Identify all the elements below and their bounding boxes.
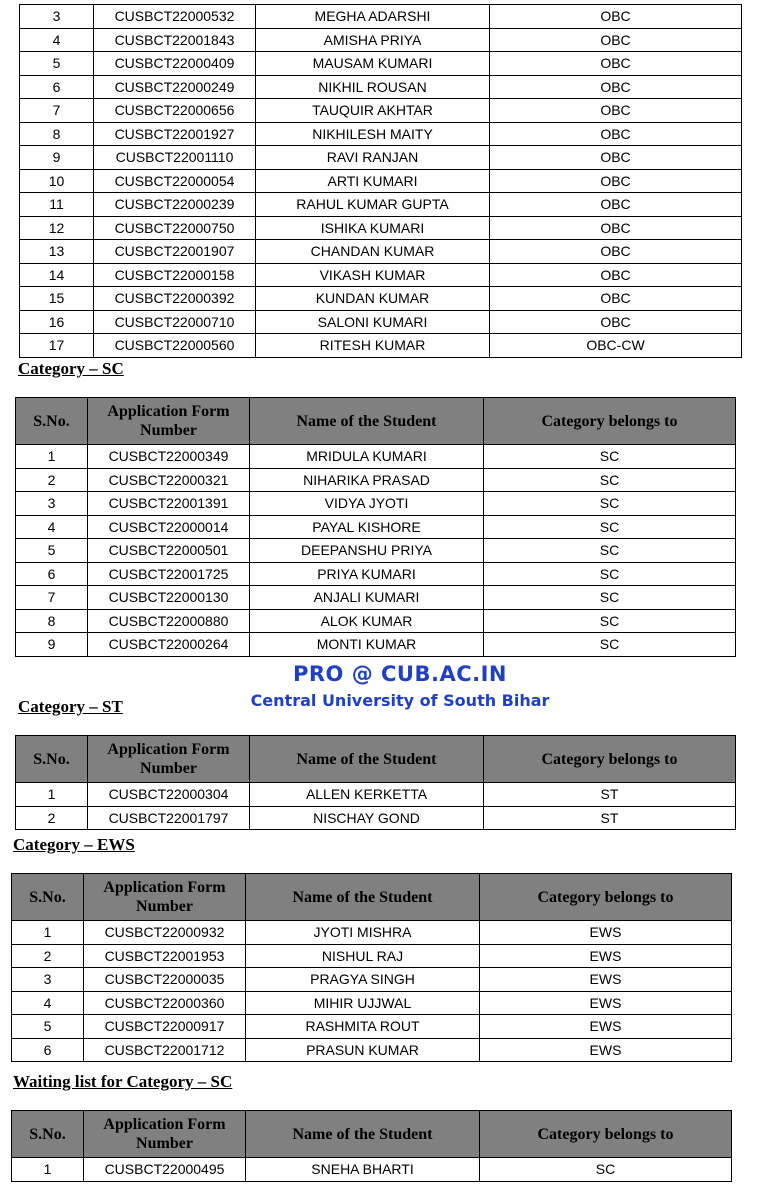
table-row — [20, 5, 742, 29]
sno-cell: 5 — [12, 1015, 84, 1039]
category-cell: OBC — [490, 28, 742, 52]
student-name-cell: SALONI KUMARI — [256, 310, 490, 334]
application-number-cell: CUSBCT22000932 — [84, 921, 246, 945]
sno-cell: 17 — [20, 334, 94, 358]
sno-cell: 9 — [20, 146, 94, 170]
student-name-cell: DEEPANSHU PRIYA — [250, 539, 484, 563]
category-cell: OBC — [490, 146, 742, 170]
table-row — [20, 169, 742, 193]
student-name-cell: MEGHA ADARSHI — [256, 5, 490, 29]
student-name-cell: ISHIKA KUMARI — [256, 216, 490, 240]
sno-cell: 5 — [20, 52, 94, 76]
application-number-cell: CUSBCT22001927 — [94, 122, 256, 146]
table-row — [20, 216, 742, 240]
student-name-cell: SNEHA BHARTI — [246, 1158, 480, 1182]
application-number-cell: CUSBCT22000501 — [88, 539, 250, 563]
category-cell: OBC — [490, 75, 742, 99]
sno-cell: 1 — [12, 1158, 84, 1182]
category-cell: OBC — [490, 193, 742, 217]
student-name-cell: TAUQUIR AKHTAR — [256, 99, 490, 123]
sno-cell: 10 — [20, 169, 94, 193]
app-form-header — [84, 1111, 246, 1158]
student-name-cell: VIKASH KUMAR — [256, 263, 490, 287]
application-number-cell: CUSBCT22001907 — [94, 240, 256, 264]
sno-header: S.No. — [12, 1111, 84, 1158]
obc-table-body — [20, 5, 742, 358]
category-cell: SC — [480, 1158, 732, 1182]
sno-cell: 16 — [20, 310, 94, 334]
table-row — [12, 1158, 732, 1182]
student-name-cell: NIKHIL ROUSAN — [256, 75, 490, 99]
sno-cell: 9 — [16, 633, 88, 657]
category-cell: OBC — [490, 169, 742, 193]
sc-table-body — [16, 445, 736, 657]
student-name-cell: RAVI RANJAN — [256, 146, 490, 170]
st-table — [15, 735, 736, 830]
application-number-cell: CUSBCT22000130 — [88, 586, 250, 610]
student-name-cell: PRIYA KUMARI — [250, 562, 484, 586]
category-cell: ST — [484, 783, 736, 807]
student-name-header: Name of the Student — [250, 736, 484, 783]
app-form-header — [88, 736, 250, 783]
student-name-cell: RASHMITA ROUT — [246, 1015, 480, 1039]
sno-header: S.No. — [16, 398, 88, 445]
student-name-cell: RAHUL KUMAR GUPTA — [256, 193, 490, 217]
app-form-header — [88, 398, 250, 445]
sno-cell: 3 — [16, 492, 88, 516]
sno-cell: 4 — [16, 515, 88, 539]
category-cell: EWS — [480, 968, 732, 992]
table-row — [16, 539, 736, 563]
application-number-cell: CUSBCT22000035 — [84, 968, 246, 992]
category-cell: SC — [484, 515, 736, 539]
sc-category-heading: Category – SC — [18, 359, 124, 378]
app-form-header-line2: Number — [136, 898, 193, 915]
category-cell: OBC — [490, 99, 742, 123]
sno-cell: 6 — [12, 1038, 84, 1062]
sno-cell: 8 — [16, 609, 88, 633]
sno-header: S.No. — [12, 874, 84, 921]
application-number-cell: CUSBCT22000495 — [84, 1158, 246, 1182]
student-name-cell: NISHUL RAJ — [246, 944, 480, 968]
sno-cell: 3 — [12, 968, 84, 992]
application-number-cell: CUSBCT22000710 — [94, 310, 256, 334]
st-table-header-row — [16, 736, 736, 783]
sno-cell: 2 — [16, 468, 88, 492]
table-row — [16, 445, 736, 469]
table-row — [16, 515, 736, 539]
student-name-cell: ARTI KUMARI — [256, 169, 490, 193]
category-cell: EWS — [480, 991, 732, 1015]
category-cell: OBC — [490, 240, 742, 264]
application-number-cell: CUSBCT22000880 — [88, 609, 250, 633]
student-name-cell: AMISHA PRIYA — [256, 28, 490, 52]
category-header: Category belongs to — [480, 874, 732, 921]
application-number-cell: CUSBCT22001725 — [88, 562, 250, 586]
table-row — [20, 310, 742, 334]
student-name-cell: MRIDULA KUMARI — [250, 445, 484, 469]
ews-category-heading: Category – EWS — [13, 835, 135, 854]
student-name-cell: MAUSAM KUMARI — [256, 52, 490, 76]
table-row — [20, 287, 742, 311]
category-header: Category belongs to — [484, 398, 736, 445]
category-header: Category belongs to — [484, 736, 736, 783]
sno-header: S.No. — [16, 736, 88, 783]
sno-cell: 2 — [12, 944, 84, 968]
category-cell: SC — [484, 633, 736, 657]
application-number-cell: CUSBCT22000014 — [88, 515, 250, 539]
sno-cell: 13 — [20, 240, 94, 264]
category-cell: SC — [484, 609, 736, 633]
student-name-cell: PAYAL KISHORE — [250, 515, 484, 539]
table-row — [20, 75, 742, 99]
category-cell: SC — [484, 539, 736, 563]
table-row — [16, 609, 736, 633]
table-row — [12, 968, 732, 992]
table-row — [20, 263, 742, 287]
application-number-cell: CUSBCT22000054 — [94, 169, 256, 193]
watermark-university: Central University of South Bihar — [250, 691, 550, 710]
table-row — [16, 806, 736, 830]
student-name-header: Name of the Student — [246, 1111, 480, 1158]
table-row — [20, 28, 742, 52]
table-row — [16, 586, 736, 610]
application-number-cell: CUSBCT22000249 — [94, 75, 256, 99]
sc-table-header-row — [16, 398, 736, 445]
category-cell: SC — [484, 586, 736, 610]
application-number-cell: CUSBCT22000321 — [88, 468, 250, 492]
student-name-cell: ALLEN KERKETTA — [250, 783, 484, 807]
table-row — [20, 99, 742, 123]
table-row — [12, 991, 732, 1015]
category-cell: SC — [484, 468, 736, 492]
sc-table — [15, 397, 736, 657]
waiting-sc-table-header-row — [12, 1111, 732, 1158]
app-form-header-line1: Application Form — [103, 1116, 226, 1133]
student-name-cell: VIDYA JYOTI — [250, 492, 484, 516]
application-number-cell: CUSBCT22000349 — [88, 445, 250, 469]
category-cell: OBC — [490, 310, 742, 334]
application-number-cell: CUSBCT22000560 — [94, 334, 256, 358]
student-name-cell: KUNDAN KUMAR — [256, 287, 490, 311]
application-number-cell: CUSBCT22000750 — [94, 216, 256, 240]
category-cell: OBC — [490, 287, 742, 311]
st-category-heading: Category – ST — [18, 697, 123, 716]
application-number-cell: CUSBCT22000532 — [94, 5, 256, 29]
application-number-cell: CUSBCT22000264 — [88, 633, 250, 657]
table-row — [12, 944, 732, 968]
category-cell: SC — [484, 562, 736, 586]
application-number-cell: CUSBCT22001391 — [88, 492, 250, 516]
application-number-cell: CUSBCT22000158 — [94, 263, 256, 287]
student-name-cell: PRASUN KUMAR — [246, 1038, 480, 1062]
ews-table — [11, 873, 732, 1062]
category-cell: ST — [484, 806, 736, 830]
student-name-cell: MIHIR UJJWAL — [246, 991, 480, 1015]
sno-cell: 15 — [20, 287, 94, 311]
application-number-cell: CUSBCT22001110 — [94, 146, 256, 170]
table-row — [20, 146, 742, 170]
application-number-cell: CUSBCT22001712 — [84, 1038, 246, 1062]
app-form-header-line2: Number — [140, 760, 197, 777]
waiting-sc-table-body — [12, 1158, 732, 1182]
st-table-body — [16, 783, 736, 830]
ews-table-body — [12, 921, 732, 1062]
watermark-email: PRO @ CUB.AC.IN — [292, 662, 507, 686]
student-name-cell: NIKHILESH MAITY — [256, 122, 490, 146]
category-header: Category belongs to — [480, 1111, 732, 1158]
sno-cell: 8 — [20, 122, 94, 146]
table-row — [20, 122, 742, 146]
student-name-header: Name of the Student — [250, 398, 484, 445]
sno-cell: 4 — [12, 991, 84, 1015]
sno-cell: 4 — [20, 28, 94, 52]
category-cell: SC — [484, 445, 736, 469]
sno-cell: 14 — [20, 263, 94, 287]
category-cell: OBC — [490, 122, 742, 146]
application-number-cell: CUSBCT22001797 — [88, 806, 250, 830]
category-cell: OBC-CW — [490, 334, 742, 358]
sno-cell: 1 — [16, 445, 88, 469]
student-name-cell: PRAGYA SINGH — [246, 968, 480, 992]
category-cell: OBC — [490, 5, 742, 29]
sno-cell: 6 — [16, 562, 88, 586]
table-row — [16, 492, 736, 516]
app-form-header-line2: Number — [140, 422, 197, 439]
sno-cell: 6 — [20, 75, 94, 99]
category-cell: EWS — [480, 921, 732, 945]
student-name-cell: MONTI KUMAR — [250, 633, 484, 657]
application-number-cell: CUSBCT22001953 — [84, 944, 246, 968]
waiting-list-sc-table — [11, 1110, 732, 1182]
student-name-cell: ANJALI KUMARI — [250, 586, 484, 610]
category-cell: SC — [484, 492, 736, 516]
table-row — [20, 193, 742, 217]
sno-cell: 11 — [20, 193, 94, 217]
category-cell: OBC — [490, 216, 742, 240]
application-number-cell: CUSBCT22000304 — [88, 783, 250, 807]
sno-cell: 12 — [20, 216, 94, 240]
sno-cell: 7 — [16, 586, 88, 610]
table-row — [16, 468, 736, 492]
sno-cell: 1 — [16, 783, 88, 807]
table-row — [12, 1015, 732, 1039]
table-row — [16, 562, 736, 586]
sno-cell: 2 — [16, 806, 88, 830]
app-form-header — [84, 874, 246, 921]
app-form-header-line1: Application Form — [107, 403, 230, 420]
table-row — [16, 783, 736, 807]
table-row — [16, 633, 736, 657]
student-name-cell: NIHARIKA PRASAD — [250, 468, 484, 492]
category-cell: OBC — [490, 263, 742, 287]
application-number-cell: CUSBCT22000360 — [84, 991, 246, 1015]
student-name-cell: NISCHAY GOND — [250, 806, 484, 830]
student-name-cell: CHANDAN KUMAR — [256, 240, 490, 264]
application-number-cell: CUSBCT22001843 — [94, 28, 256, 52]
category-cell: OBC — [490, 52, 742, 76]
table-row — [12, 921, 732, 945]
student-name-cell: RITESH KUMAR — [256, 334, 490, 358]
student-name-cell: JYOTI MISHRA — [246, 921, 480, 945]
application-number-cell: CUSBCT22000917 — [84, 1015, 246, 1039]
student-name-cell: ALOK KUMAR — [250, 609, 484, 633]
category-cell: EWS — [480, 1015, 732, 1039]
application-number-cell: CUSBCT22000392 — [94, 287, 256, 311]
table-row — [12, 1038, 732, 1062]
table-row — [20, 52, 742, 76]
app-form-header-line1: Application Form — [103, 879, 226, 896]
sno-cell: 3 — [20, 5, 94, 29]
table-row — [20, 240, 742, 264]
sno-cell: 5 — [16, 539, 88, 563]
app-form-header-line2: Number — [136, 1135, 193, 1152]
student-name-header: Name of the Student — [246, 874, 480, 921]
sno-cell: 1 — [12, 921, 84, 945]
obc-table — [19, 4, 742, 358]
waiting-list-sc-heading: Waiting list for Category – SC — [13, 1072, 233, 1091]
application-number-cell: CUSBCT22000239 — [94, 193, 256, 217]
application-number-cell: CUSBCT22000656 — [94, 99, 256, 123]
category-cell: EWS — [480, 944, 732, 968]
app-form-header-line1: Application Form — [107, 741, 230, 758]
application-number-cell: CUSBCT22000409 — [94, 52, 256, 76]
category-cell: EWS — [480, 1038, 732, 1062]
sno-cell: 7 — [20, 99, 94, 123]
table-row — [20, 334, 742, 358]
ews-table-header-row — [12, 874, 732, 921]
